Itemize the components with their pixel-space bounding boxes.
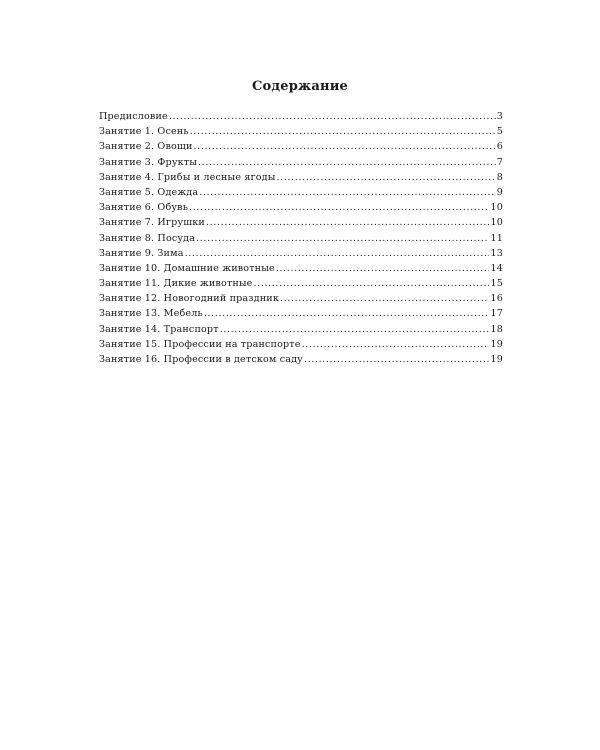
toc-leader-dots bbox=[276, 261, 490, 276]
toc-leader-dots bbox=[185, 246, 490, 261]
toc-entry[interactable] bbox=[99, 200, 503, 215]
toc-entry-label: Занятие 16. Профессии в детском саду bbox=[99, 354, 303, 365]
toc-entry[interactable] bbox=[99, 139, 503, 154]
toc-leader-dots bbox=[194, 139, 496, 154]
toc-entry-label: Занятие 5. Одежда bbox=[99, 186, 199, 198]
toc-leader-dots bbox=[280, 291, 490, 306]
toc-entry-page: 19 bbox=[490, 338, 503, 350]
toc-entry[interactable] bbox=[99, 170, 503, 185]
toc-entry[interactable] bbox=[99, 261, 503, 276]
toc-entry-page: 8 bbox=[496, 171, 503, 183]
toc-entry-page: 13 bbox=[490, 247, 503, 259]
toc-entry-page: 18 bbox=[490, 323, 503, 335]
toc-entry-label: Занятие 11. Дикие животные bbox=[99, 278, 253, 290]
toc-entry-page: 15 bbox=[490, 278, 503, 290]
toc-leader-dots bbox=[277, 170, 496, 185]
toc-entry[interactable] bbox=[99, 337, 503, 352]
toc-leader-dots bbox=[254, 276, 490, 291]
toc-entry-page: 19 bbox=[490, 354, 503, 365]
toc-entry-page: 6 bbox=[496, 141, 503, 153]
toc-entry-page: 16 bbox=[490, 293, 503, 305]
toc-entry-label: Занятие 1. Осень bbox=[99, 126, 189, 138]
toc-entry[interactable] bbox=[99, 231, 503, 246]
toc-leader-dots bbox=[302, 337, 490, 352]
toc-entry-label: Занятие 10. Домашние животные bbox=[99, 262, 275, 274]
toc-entry[interactable] bbox=[99, 155, 503, 170]
toc-leader-dots bbox=[189, 200, 489, 215]
toc-entry-label: Занятие 15. Профессии на транспорте bbox=[99, 338, 301, 350]
toc-entry[interactable] bbox=[99, 185, 503, 200]
toc-entry-page: 5 bbox=[496, 126, 503, 138]
toc-leader-dots bbox=[169, 109, 496, 124]
toc-entry-label: Занятие 7. Игрушки bbox=[99, 217, 205, 229]
toc-entry-label: Занятие 8. Посуда bbox=[99, 232, 196, 244]
toc-list bbox=[99, 109, 503, 367]
toc-entry[interactable] bbox=[99, 124, 503, 139]
toc-entry-page: 11 bbox=[490, 232, 503, 244]
toc-entry-label: Занятие 4. Грибы и лесные ягоды bbox=[99, 171, 276, 183]
toc-entry[interactable] bbox=[99, 352, 503, 367]
toc-leader-dots bbox=[206, 215, 490, 230]
toc-entry-label: Предисловие bbox=[99, 111, 168, 122]
toc-title: Содержание bbox=[251, 79, 349, 94]
toc-entry[interactable] bbox=[99, 276, 503, 291]
toc-entry-label: Занятие 13. Мебель bbox=[99, 308, 203, 320]
toc-entry-page: 14 bbox=[490, 262, 503, 274]
toc-entry-page: 3 bbox=[496, 111, 503, 122]
toc-entry[interactable] bbox=[99, 306, 503, 321]
toc-entry-page: 17 bbox=[490, 308, 503, 320]
toc-entry[interactable] bbox=[99, 109, 503, 124]
toc-leader-dots bbox=[304, 352, 490, 367]
toc-entry-label: Занятие 6. Обувь bbox=[99, 202, 189, 214]
toc-leader-dots bbox=[196, 231, 489, 246]
toc-entry-page: 9 bbox=[496, 186, 503, 198]
toc-entry-page: 10 bbox=[490, 202, 503, 214]
toc-entry-label: Занятие 3. Фрукты bbox=[99, 156, 198, 168]
toc-entry[interactable] bbox=[99, 291, 503, 306]
toc-entry[interactable] bbox=[99, 246, 503, 261]
toc-entry-page: 10 bbox=[490, 217, 503, 229]
toc-entry[interactable] bbox=[99, 215, 503, 230]
toc-entry[interactable] bbox=[99, 322, 503, 337]
toc-leader-dots bbox=[199, 185, 496, 200]
toc-entry-label: Занятие 14. Транспорт bbox=[99, 323, 219, 335]
toc-entry-page: 7 bbox=[496, 156, 503, 168]
toc-leader-dots bbox=[190, 124, 496, 139]
toc-entry-label: Занятие 2. Овощи bbox=[99, 141, 193, 153]
toc-leader-dots bbox=[220, 322, 490, 337]
toc-leader-dots bbox=[198, 155, 496, 170]
toc-entry-label: Занятие 12. Новогодний праздник bbox=[99, 293, 279, 305]
toc-entry-label: Занятие 9. Зима bbox=[99, 247, 184, 259]
toc-leader-dots bbox=[204, 306, 490, 321]
